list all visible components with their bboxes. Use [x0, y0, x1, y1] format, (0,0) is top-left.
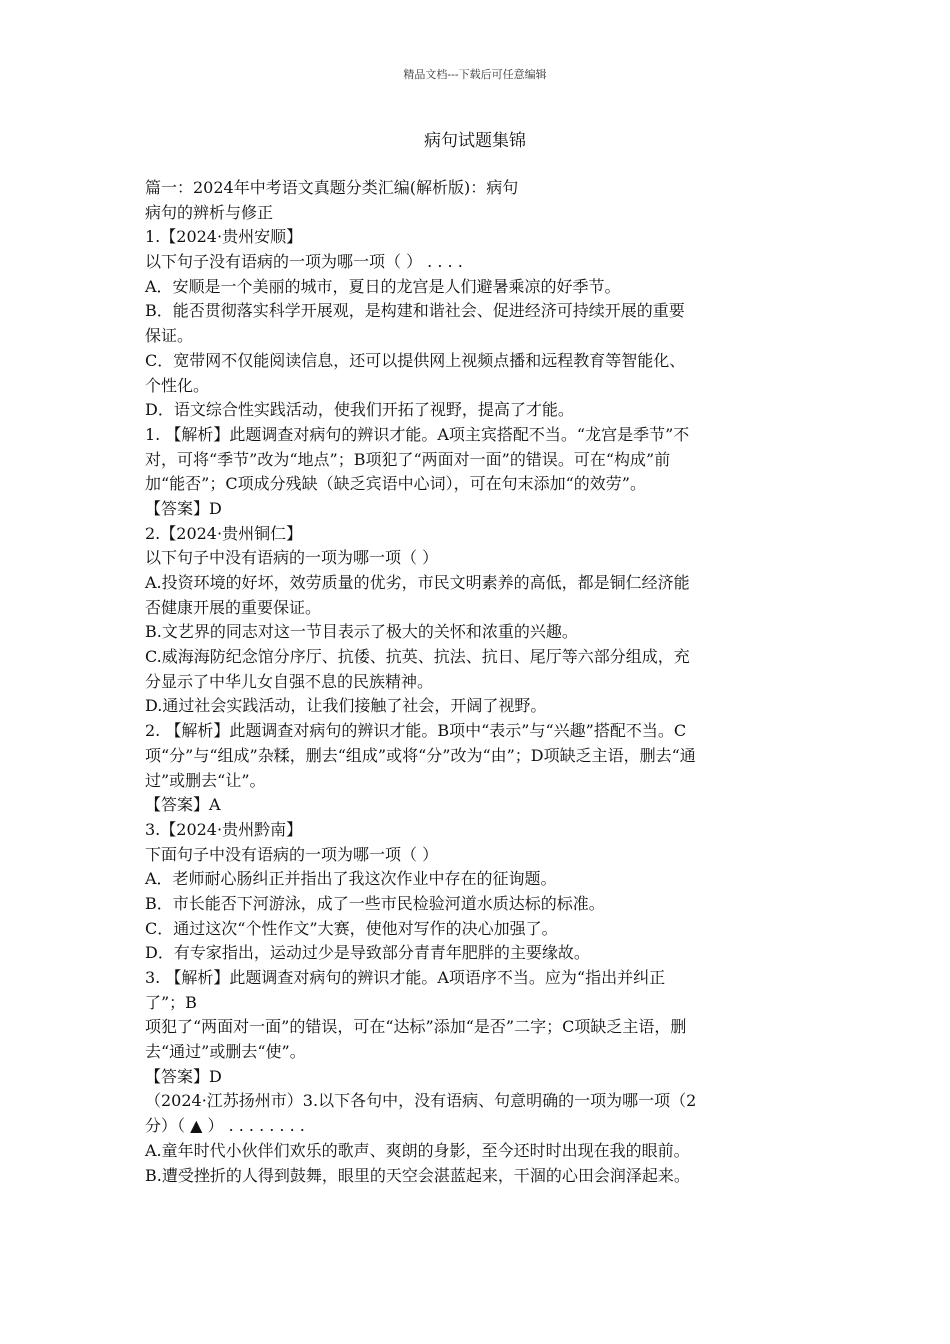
text-line: A.投资环境的好坏，效劳质量的优劣，市民文明素养的高低，都是铜仁经济能 [145, 573, 690, 592]
text-line: 以下句子中没有语病的一项为哪一项（ ） [145, 548, 439, 568]
text-line: 保证。 [145, 326, 194, 346]
text-line: 3. 【解析】此题调查对病句的辨识才能。A项语序不当。应为“指出并纠正 [145, 968, 666, 987]
page-header: 精品文档---下载后可任意编辑 [403, 68, 547, 81]
text-line: 1.【2024·贵州安顺】 [145, 227, 303, 247]
text-line: 过”或删去“让”。 [145, 770, 266, 790]
text-line: D．语文综合性实践活动，使我们开拓了视野，提高了才能。 [145, 400, 574, 420]
text-line: A．老师耐心肠纠正并指出了我这次作业中存在的征询题。 [145, 869, 557, 889]
text-line: B．市长能否下河游泳，成了一些市民检验河道水质达标的标准。 [145, 893, 605, 913]
text-line: B.文艺界的同志对这一节目表示了极大的关怀和浓重的兴趣。 [145, 622, 578, 642]
text-line: D．有专家指出，运动过少是导致部分青青年肥胖的主要缘故。 [145, 943, 590, 963]
text-line: 否健康开展的重要保证。 [145, 597, 322, 617]
text-line: A.童年时代小伙伴们欢乐的歌声、爽朗的身影，至今还时时出现在我的眼前。 [145, 1140, 690, 1160]
text-line: 加“能否”；C项成分残缺（缺乏宾语中心词），可在句末添加“的效劳”。 [145, 474, 646, 494]
text-line: 对，可将“季节”改为“地点”；B项犯了“两面对一面”的错误。可在“构成”前 [145, 449, 671, 469]
text-line: B．能否贯彻落实科学开展观，是构建和谐社会、促进经济可持续开展的重要 [145, 301, 685, 321]
text-line: 个性化。 [145, 375, 210, 395]
text-line: （2024·江苏扬州市）3.以下各句中，没有语病、句意明确的一项为哪一项（2 [145, 1091, 697, 1111]
text-line: D.通过社会实践活动，让我们接触了社会，开阔了视野。 [145, 696, 547, 716]
text-line: 3.【2024·贵州黔南】 [145, 819, 303, 839]
text-line: 去“通过”或删去“使”。 [145, 1042, 306, 1062]
text-line: 项“分”与“组成”杂糅，删去“组成”或将“分”改为“由”；D项缺乏主语，删去“通 [145, 745, 696, 765]
text-line: 项犯了“两面对一面”的错误，可在“达标”添加“是否”二字；C项缺乏主语，删 [145, 1017, 687, 1037]
text-line: 病句的辨析与修正 [145, 202, 274, 222]
text-line: 1. 【解析】此题调查对病句的辨识才能。A项主宾搭配不当。“龙宫是季节”不 [145, 424, 690, 444]
text-line: 下面句子中没有语病的一项为哪一项（ ） [145, 844, 439, 864]
text-line: C．宽带网不仅能阅读信息，还可以提供网上视频点播和远程教育等智能化、 [145, 350, 686, 370]
text-line: B.遭受挫折的人得到鼓舞，眼里的天空会湛蓝起来，干涸的心田会润泽起来。 [145, 1165, 690, 1185]
text-line: 2. 【解析】此题调查对病句的辨识才能。B项中“表示”与“兴趣”搭配不当。C [145, 721, 687, 741]
text-line: 【答案】D [145, 498, 222, 518]
text-line: 2.【2024·贵州铜仁】 [145, 523, 303, 543]
document-title: 病句试题集锦 [424, 131, 526, 151]
text-line: 分）（ ▲ ） . . . . . . . . [145, 1116, 305, 1136]
text-line: C.威海海防纪念馆分序厅、抗倭、抗英、抗法、抗日、尾厅等六部分组成，充 [145, 647, 690, 667]
text-line: 【答案】A [145, 795, 221, 815]
text-line: 了”；B [145, 992, 197, 1012]
text-line: 分显示了中华儿女自强不息的民族精神。 [145, 671, 434, 691]
text-line: 以下句子没有语病的一项为哪一项（ ） . . . . [145, 252, 463, 272]
text-line: 篇一：2024年中考语文真题分类汇编(解析版)：病句 [145, 178, 519, 197]
document-body [145, 176, 805, 1188]
text-line: 【答案】D [145, 1066, 222, 1086]
text-line: A．安顺是一个美丽的城市，夏日的龙宫是人们避暑乘凉的好季节。 [145, 276, 621, 296]
text-line: C．通过这次“个性作文”大赛，使他对写作的决心加强了。 [145, 918, 558, 938]
